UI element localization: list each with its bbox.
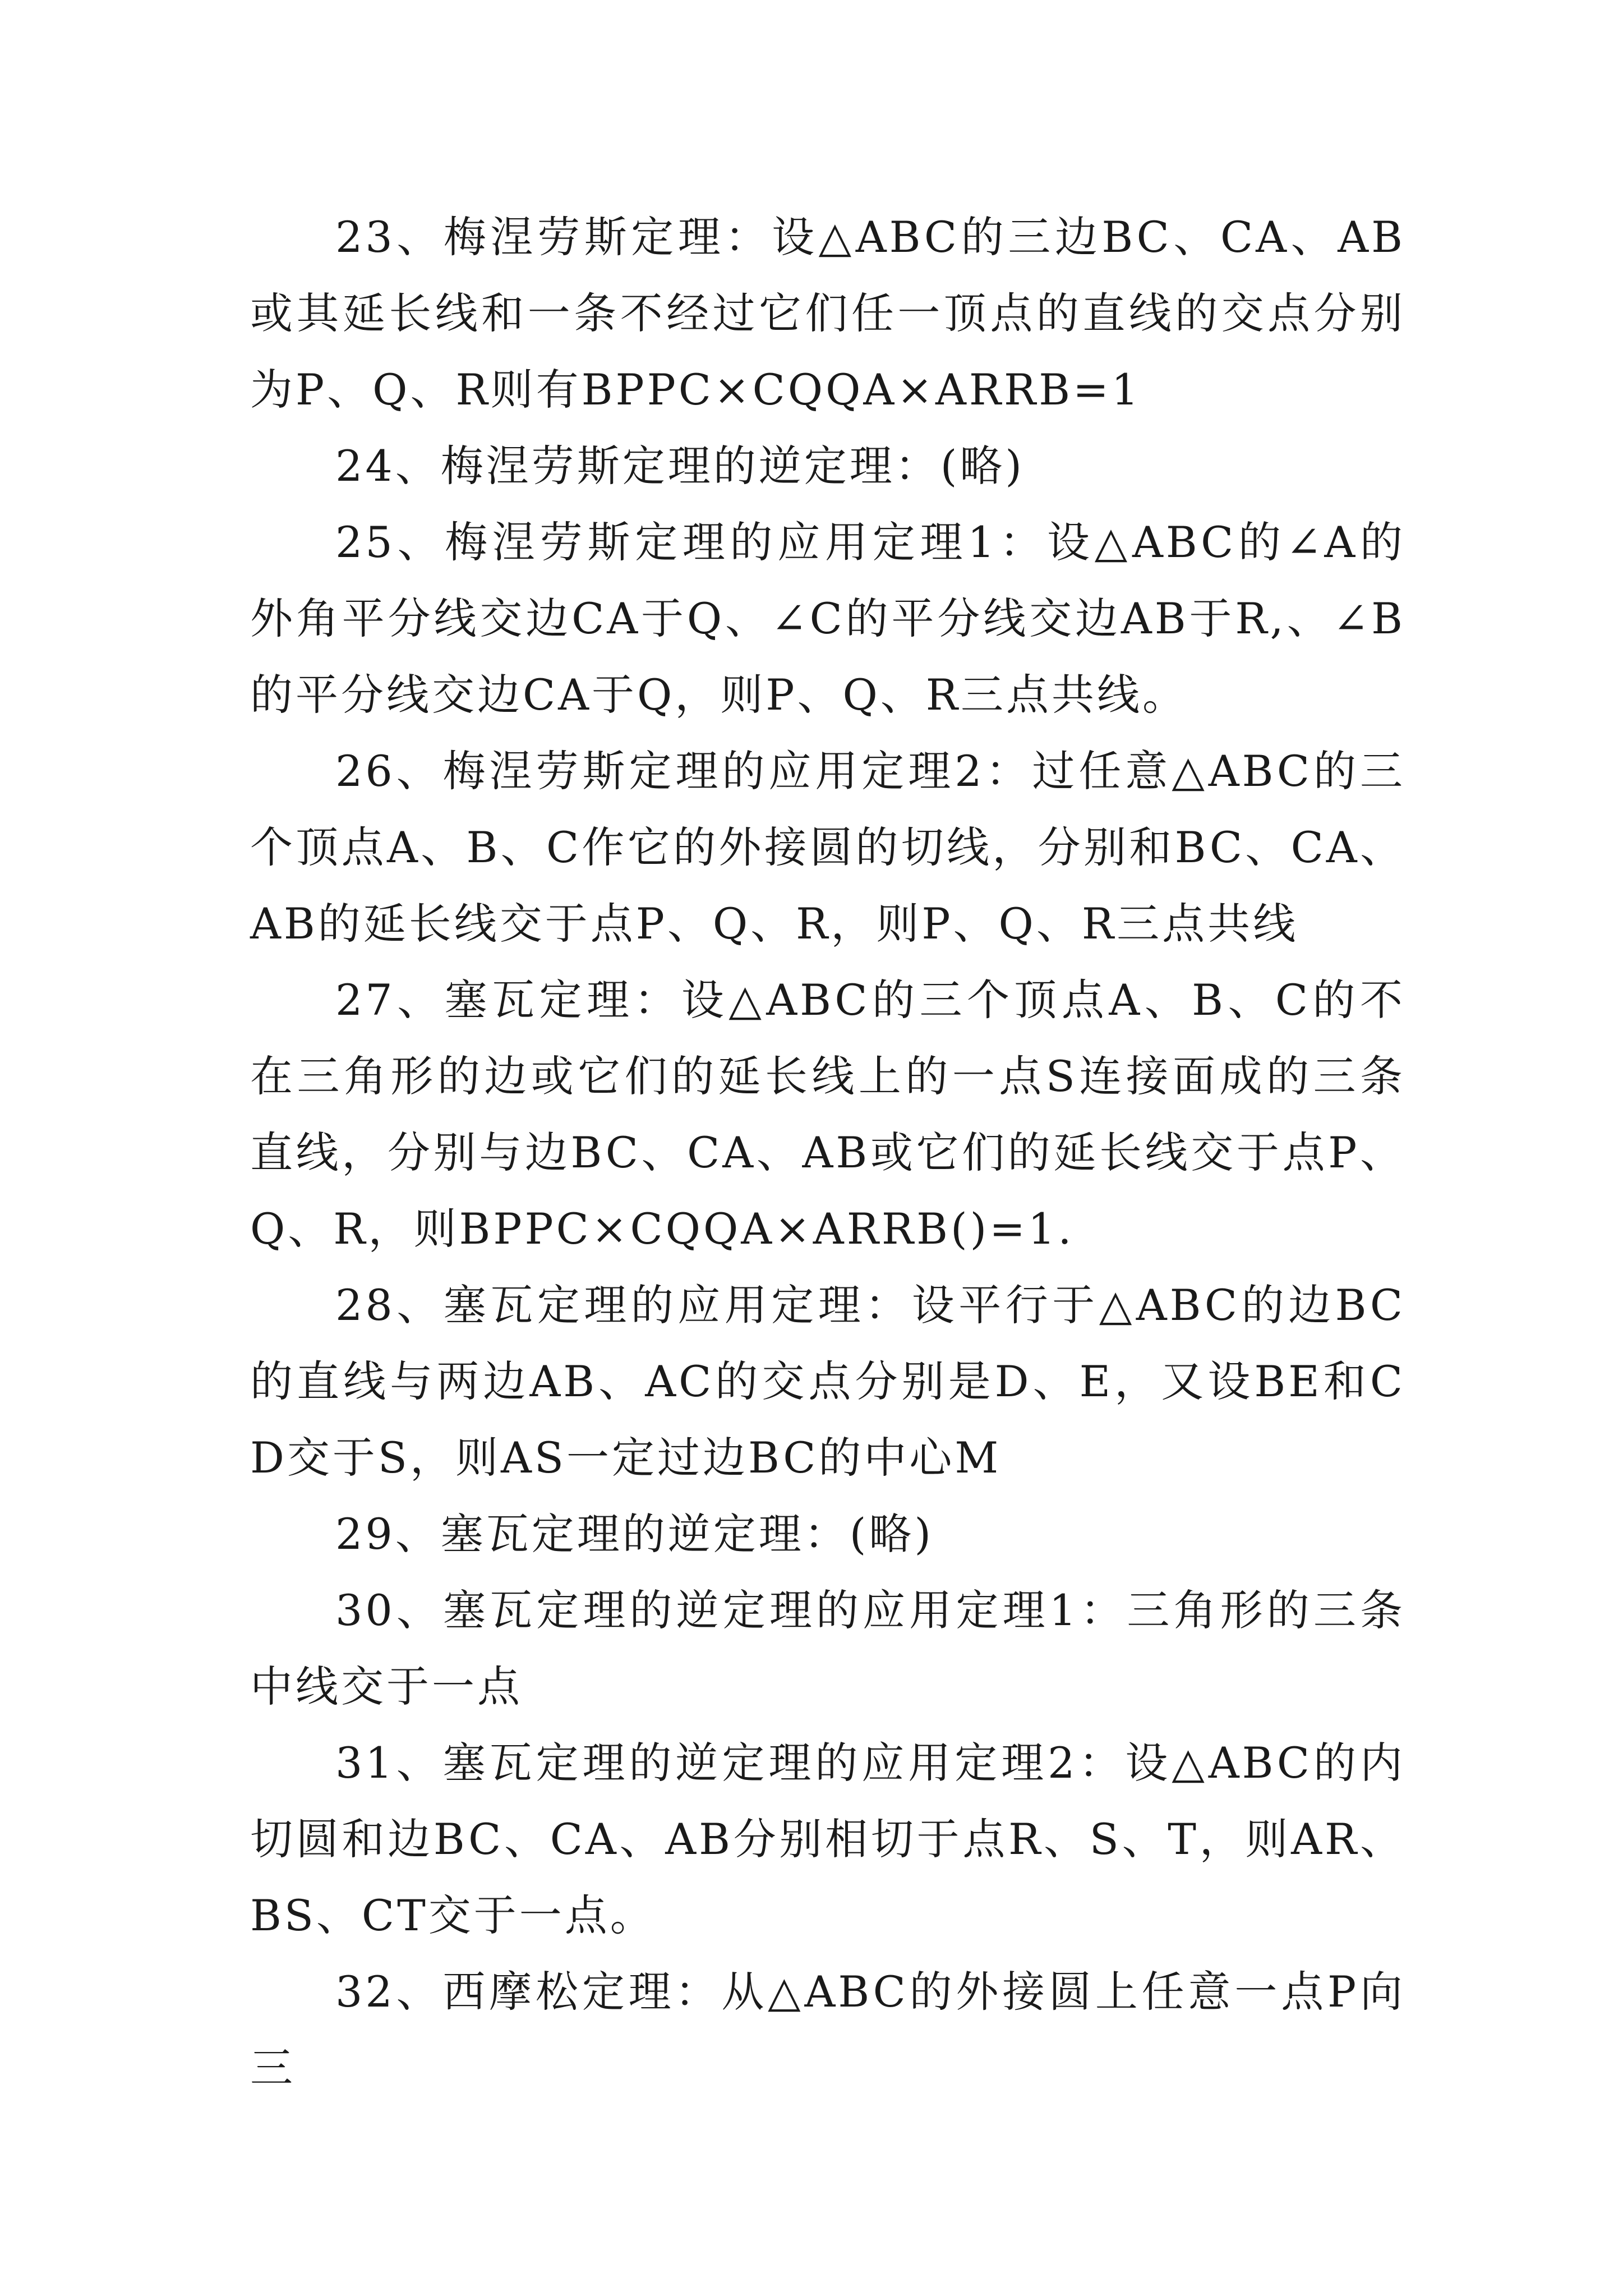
document-body xyxy=(250,199,1405,2106)
paragraph-theorem-24: 24、梅涅劳斯定理的逆定理：(略) xyxy=(335,441,1025,491)
paragraph-theorem-26: 26、梅涅劳斯定理的应用定理2：过任意△ABC的三个顶点A、B、C作它的外接圆的切线，分别和BC、CA、AB的延长线交于点P、Q、R，则P、Q、R三点共线 xyxy=(250,746,1405,949)
paragraph-theorem-30: 30、塞瓦定理的逆定理的应用定理1：三角形的三条中线交于一点 xyxy=(250,1585,1405,1711)
paragraph-theorem-27: 27、塞瓦定理：设△ABC的三个顶点A、B、C的不在三角形的边或它们的延长线上的一点S连接面成的三条直线，分别与边BC、CA、AB或它们的延长线交于点P、Q、R，则BPPC×CQQA×ARRB()=1. xyxy=(250,975,1405,1254)
paragraph-theorem-32: 32、西摩松定理：从△ABC的外接圆上任意一点P向三 xyxy=(250,1967,1405,2093)
paragraph-theorem-23: 23、梅涅劳斯定理：设△ABC的三边BC、CA、AB或其延长线和一条不经过它们任一顶点的直线的交点分别为P、Q、R则有BPPC×CQQA×ARRB=1 xyxy=(250,212,1405,415)
paragraph-theorem-29: 29、塞瓦定理的逆定理：(略) xyxy=(335,1509,934,1559)
paragraph-theorem-31: 31、塞瓦定理的逆定理的应用定理2：设△ABC的内切圆和边BC、CA、AB分别相切于点R、S、T，则AR、BS、CT交于一点。 xyxy=(250,1738,1405,1940)
paragraph-theorem-28: 28、塞瓦定理的应用定理：设平行于△ABC的边BC的直线与两边AB、AC的交点分别是D、E，又设BE和CD交于S，则AS一定过边BC的中心M xyxy=(250,1280,1405,1483)
paragraph-theorem-25: 25、梅涅劳斯定理的应用定理1：设△ABC的∠A的外角平分线交边CA于Q、∠C的平分线交边AB于R,、∠B的平分线交边CA于Q，则P、Q、R三点共线。 xyxy=(250,517,1405,720)
